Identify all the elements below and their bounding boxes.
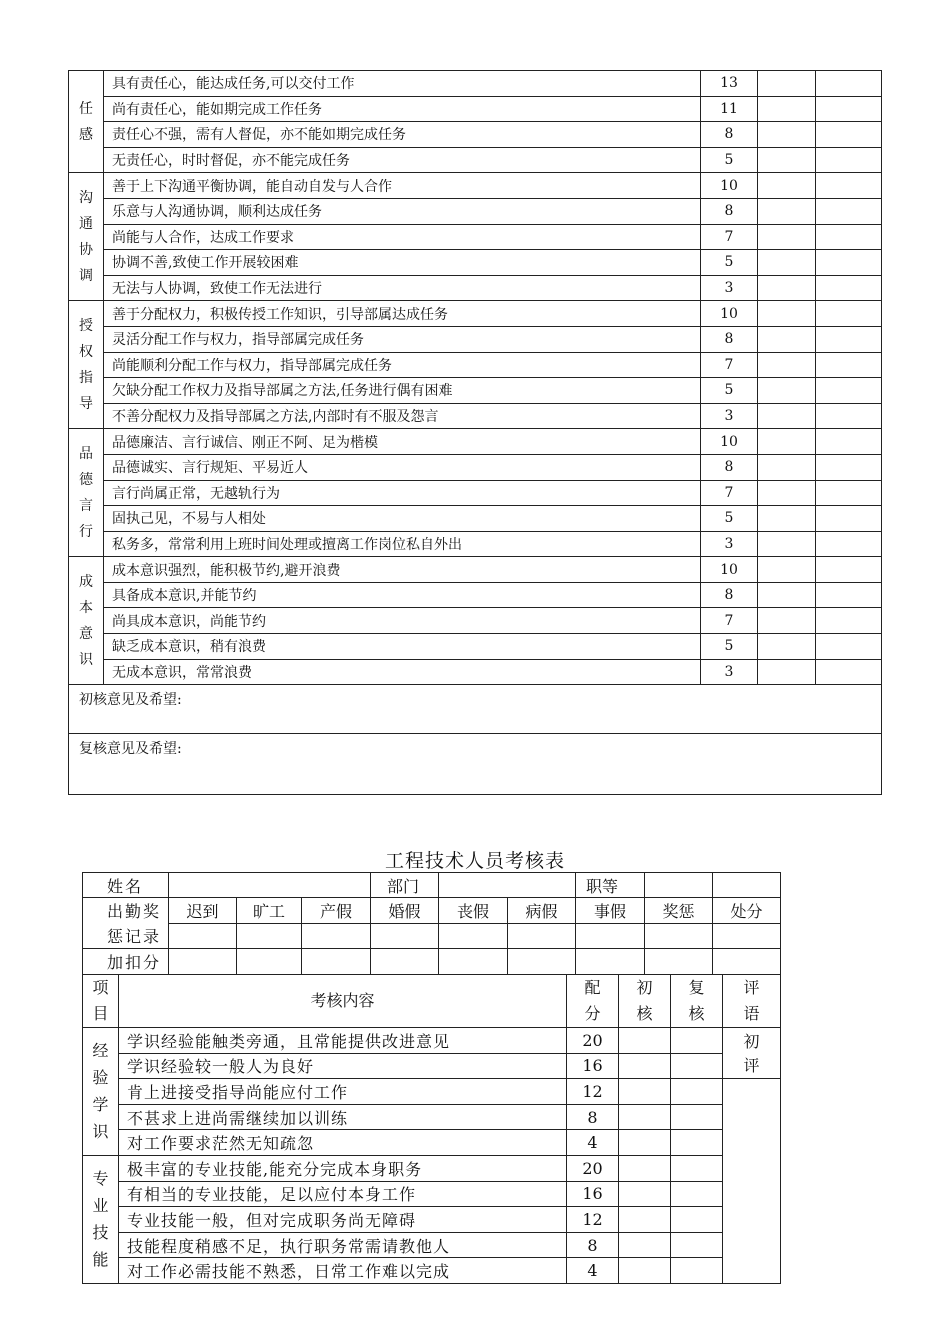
table-row xyxy=(69,557,882,583)
table-row xyxy=(69,531,882,557)
criterion-text: 责任心不强，需有人督促，亦不能如期完成任务 xyxy=(104,122,701,148)
score-value: 10 xyxy=(701,557,758,583)
second-review-cell[interactable] xyxy=(671,1130,723,1156)
second-review-cell[interactable] xyxy=(816,378,882,404)
criterion-text: 对工作必需技能不熟悉，日常工作难以完成 xyxy=(119,1258,567,1284)
header-score: 配 分 xyxy=(567,975,619,1028)
table-row xyxy=(83,1130,781,1156)
table-row xyxy=(69,608,882,634)
score-value: 20 xyxy=(567,1155,619,1181)
criterion-text: 不善分配权力及指导部属之方法,内部时有不服及怨言 xyxy=(104,403,701,429)
score-value: 7 xyxy=(701,224,758,250)
second-review-cell[interactable] xyxy=(816,301,882,327)
score-value: 11 xyxy=(701,96,758,122)
table-row xyxy=(69,403,882,429)
initial-review-cell[interactable] xyxy=(758,301,816,327)
criterion-text: 欠缺分配工作权力及指导部属之方法,任务进行偶有困难 xyxy=(104,378,701,404)
score-value: 10 xyxy=(701,173,758,199)
attendance-col-funeral: 丧假 xyxy=(439,898,508,923)
criterion-text: 无责任心，时时督促，亦不能完成任务 xyxy=(104,147,701,173)
table-row xyxy=(69,147,882,173)
initial-review-cell[interactable] xyxy=(619,1104,671,1130)
second-review-cell[interactable] xyxy=(816,122,882,148)
criterion-text: 尚能与人合作，达成工作要求 xyxy=(104,224,701,250)
category-cell: 沟 通 协 调 xyxy=(69,173,104,301)
form-title: 工程技术人员考核表 xyxy=(384,850,565,872)
second-review-cell[interactable] xyxy=(816,71,882,97)
second-review-cell[interactable] xyxy=(671,1104,723,1130)
comment-row-initial xyxy=(69,685,882,734)
score-value: 13 xyxy=(701,71,758,97)
score-value: 5 xyxy=(701,250,758,276)
header-item: 项 目 xyxy=(83,975,119,1028)
category-cell: 经 验 学 识 xyxy=(83,1028,119,1156)
table-row xyxy=(69,173,882,199)
deduction-cell[interactable] xyxy=(645,949,713,974)
deduction-label: 加扣分 xyxy=(83,949,169,974)
criterion-text: 无成本意识，常常浪费 xyxy=(104,659,701,685)
deduction-cell[interactable] xyxy=(169,949,237,974)
table-row xyxy=(83,1028,781,1054)
score-value: 8 xyxy=(701,198,758,224)
name-label: 姓名 xyxy=(83,873,169,898)
score-value: 4 xyxy=(567,1130,619,1156)
attendance-header-row xyxy=(83,898,781,923)
second-review-cell[interactable] xyxy=(816,608,882,634)
initial-review-cell[interactable] xyxy=(619,1258,671,1284)
header-initial: 初 核 xyxy=(619,975,671,1028)
second-review-cell[interactable] xyxy=(671,1079,723,1105)
second-review-cell[interactable] xyxy=(816,147,882,173)
initial-review-cell[interactable] xyxy=(758,480,816,506)
second-review-cell[interactable] xyxy=(816,173,882,199)
criterion-text: 不甚求上进尚需继续加以训练 xyxy=(119,1104,567,1130)
score-value: 3 xyxy=(701,531,758,557)
second-review-cell[interactable] xyxy=(816,198,882,224)
score-value: 8 xyxy=(567,1232,619,1258)
score-value: 12 xyxy=(567,1207,619,1233)
score-value: 4 xyxy=(567,1258,619,1284)
initial-review-cell[interactable] xyxy=(758,147,816,173)
attendance-label-1: 出勤奖 xyxy=(83,898,169,923)
second-review-cell[interactable] xyxy=(816,634,882,660)
second-review-cell[interactable] xyxy=(816,429,882,455)
initial-review-cell[interactable] xyxy=(619,1232,671,1258)
second-review-cell[interactable] xyxy=(816,403,882,429)
attendance-col-absent: 旷工 xyxy=(237,898,302,923)
criterion-text: 固执己见，不易与人相处 xyxy=(104,506,701,532)
table-row xyxy=(69,429,882,455)
deduction-cell[interactable] xyxy=(713,949,781,974)
attendance-cell[interactable] xyxy=(576,923,645,948)
score-value: 8 xyxy=(701,326,758,352)
criterion-text: 善于分配权力，积极传授工作知识，引导部属达成任务 xyxy=(104,301,701,327)
table-row xyxy=(69,96,882,122)
score-value: 8 xyxy=(701,122,758,148)
initial-review-cell[interactable] xyxy=(758,275,816,301)
table-row xyxy=(69,480,882,506)
attendance-record-row xyxy=(83,923,781,948)
initial-review-cell[interactable] xyxy=(758,352,816,378)
initial-review-cell[interactable] xyxy=(758,403,816,429)
second-review-cell[interactable] xyxy=(816,224,882,250)
initial-review-cell[interactable] xyxy=(619,1028,671,1054)
table-row xyxy=(83,1232,781,1258)
table-row xyxy=(69,506,882,532)
criterion-text: 有相当的专业技能，足以应付本身工作 xyxy=(119,1181,567,1207)
table-row xyxy=(83,1053,781,1079)
table-row xyxy=(69,326,882,352)
dept-field[interactable] xyxy=(439,873,576,898)
second-review-cell[interactable] xyxy=(816,582,882,608)
criterion-text: 乐意与人沟通协调，顺利达成任务 xyxy=(104,198,701,224)
initial-review-cell[interactable] xyxy=(758,634,816,660)
table-row xyxy=(69,582,882,608)
table-row xyxy=(83,1258,781,1284)
criterion-text: 具有责任心，能达成任务,可以交付工作 xyxy=(104,71,701,97)
criterion-text: 灵活分配工作与权力，指导部属完成任务 xyxy=(104,326,701,352)
category-cell: 专 业 技 能 xyxy=(83,1155,119,1283)
deduction-cell[interactable] xyxy=(439,949,508,974)
deduction-cell[interactable] xyxy=(237,949,302,974)
table-row xyxy=(69,352,882,378)
criterion-text: 协调不善,致使工作开展较困难 xyxy=(104,250,701,276)
initial-review-cell[interactable] xyxy=(758,531,816,557)
score-value: 7 xyxy=(701,608,758,634)
category-cell: 授 权 指 导 xyxy=(69,301,104,429)
table-row xyxy=(69,198,882,224)
attendance-cell[interactable] xyxy=(371,923,439,948)
criterion-text: 品德廉洁、言行诚信、刚正不阿、足为楷模 xyxy=(104,429,701,455)
second-review-cell[interactable] xyxy=(816,480,882,506)
grade-field-extra[interactable] xyxy=(713,873,781,898)
evaluation-table-top xyxy=(68,70,882,795)
score-value: 8 xyxy=(701,582,758,608)
score-value: 20 xyxy=(567,1028,619,1054)
criterion-text: 缺乏成本意识，稍有浪费 xyxy=(104,634,701,660)
header-content: 考核内容 xyxy=(119,975,567,1028)
initial-review-cell[interactable] xyxy=(619,1130,671,1156)
initial-review-cell[interactable] xyxy=(758,250,816,276)
second-review-cell[interactable] xyxy=(671,1181,723,1207)
score-value: 5 xyxy=(701,506,758,532)
criterion-text: 学识经验较一般人为良好 xyxy=(119,1053,567,1079)
header-row xyxy=(83,975,781,1028)
initial-review-cell[interactable] xyxy=(758,224,816,250)
table-row xyxy=(83,1079,781,1105)
second-review-cell[interactable] xyxy=(816,275,882,301)
review-comment-field[interactable] xyxy=(69,734,882,795)
table-row xyxy=(69,71,882,97)
deduction-row xyxy=(83,949,781,974)
initial-review-cell[interactable] xyxy=(758,557,816,583)
score-value: 5 xyxy=(701,634,758,660)
second-review-cell[interactable] xyxy=(816,96,882,122)
second-review-cell[interactable] xyxy=(671,1258,723,1284)
comment-row-review xyxy=(69,734,882,795)
criterion-text: 私务多，常常利用上班时间处理或擅离工作岗位私自外出 xyxy=(104,531,701,557)
review-comment-label: 复核意见及希望: xyxy=(79,741,182,758)
deduction-cell[interactable] xyxy=(371,949,439,974)
initial-review-cell[interactable] xyxy=(619,1079,671,1105)
name-field[interactable] xyxy=(169,873,371,898)
second-review-cell[interactable] xyxy=(816,659,882,685)
attendance-col-late: 迟到 xyxy=(169,898,237,923)
criterion-text: 学识经验能触类旁通，且常能提供改进意见 xyxy=(119,1028,567,1054)
attendance-col-reward: 奖惩 xyxy=(645,898,713,923)
criterion-text: 善于上下沟通平衡协调，能自动自发与人合作 xyxy=(104,173,701,199)
score-value: 7 xyxy=(701,352,758,378)
score-value: 8 xyxy=(701,454,758,480)
initial-review-cell[interactable] xyxy=(758,96,816,122)
attendance-cell[interactable] xyxy=(508,923,576,948)
criterion-text: 成本意识强烈，能积极节约,避开浪费 xyxy=(104,557,701,583)
second-review-cell[interactable] xyxy=(816,531,882,557)
score-value: 3 xyxy=(701,275,758,301)
evaluation-table-engineering xyxy=(82,974,781,1284)
grade-label: 职等 xyxy=(576,873,645,898)
attendance-col-penalty: 处分 xyxy=(713,898,781,923)
attendance-cell[interactable] xyxy=(713,923,781,948)
second-review-cell[interactable] xyxy=(671,1232,723,1258)
header-review: 复 核 xyxy=(671,975,723,1028)
score-value: 5 xyxy=(701,378,758,404)
header-remark: 评 语 xyxy=(723,975,781,1028)
second-review-cell[interactable] xyxy=(816,506,882,532)
initial-review-cell[interactable] xyxy=(758,378,816,404)
table-row xyxy=(69,275,882,301)
score-value: 3 xyxy=(701,403,758,429)
initial-review-cell[interactable] xyxy=(758,608,816,634)
deduction-cell[interactable] xyxy=(302,949,371,974)
table-row xyxy=(83,1181,781,1207)
employee-info-table xyxy=(82,872,781,975)
initial-review-cell[interactable] xyxy=(758,71,816,97)
attendance-col-marriage: 婚假 xyxy=(371,898,439,923)
initial-review-cell[interactable] xyxy=(619,1053,671,1079)
second-review-cell[interactable] xyxy=(671,1155,723,1181)
deduction-cell[interactable] xyxy=(576,949,645,974)
table-row xyxy=(69,634,882,660)
score-value: 10 xyxy=(701,429,758,455)
criterion-text: 尚具成本意识，尚能节约 xyxy=(104,608,701,634)
initial-review-cell[interactable] xyxy=(758,122,816,148)
second-review-cell[interactable] xyxy=(816,326,882,352)
initial-remark-label: 初 评 xyxy=(723,1028,781,1079)
initial-comment-field[interactable] xyxy=(69,685,882,734)
attendance-col-maternity: 产假 xyxy=(302,898,371,923)
table-row xyxy=(69,122,882,148)
criterion-text: 尚能顺利分配工作与权力，指导部属完成任务 xyxy=(104,352,701,378)
table-row xyxy=(69,224,882,250)
score-value: 8 xyxy=(567,1104,619,1130)
score-value: 16 xyxy=(567,1053,619,1079)
name-row xyxy=(83,873,781,898)
initial-review-cell[interactable] xyxy=(758,454,816,480)
dept-label: 部门 xyxy=(371,873,439,898)
table-row xyxy=(83,1207,781,1233)
attendance-cell[interactable] xyxy=(439,923,508,948)
attendance-cell[interactable] xyxy=(645,923,713,948)
attendance-col-sick: 病假 xyxy=(508,898,576,923)
deduction-cell[interactable] xyxy=(508,949,576,974)
score-value: 3 xyxy=(701,659,758,685)
criterion-text: 尚有责任心，能如期完成工作任务 xyxy=(104,96,701,122)
attendance-cell[interactable] xyxy=(169,923,237,948)
initial-review-cell[interactable] xyxy=(758,429,816,455)
criterion-text: 品德诚实、言行规矩、平易近人 xyxy=(104,454,701,480)
second-review-cell[interactable] xyxy=(816,454,882,480)
category-cell: 成 本 意 识 xyxy=(69,557,104,685)
grade-field[interactable] xyxy=(645,873,713,898)
initial-review-cell[interactable] xyxy=(758,582,816,608)
initial-review-cell[interactable] xyxy=(619,1155,671,1181)
table-row xyxy=(83,1155,781,1181)
criterion-text: 具备成本意识,并能节约 xyxy=(104,582,701,608)
table-row xyxy=(69,454,882,480)
attendance-cell[interactable] xyxy=(302,923,371,948)
criterion-text: 对工作要求茫然无知疏忽 xyxy=(119,1130,567,1156)
attendance-cell[interactable] xyxy=(237,923,302,948)
initial-review-cell[interactable] xyxy=(758,173,816,199)
criterion-text: 言行尚属正常，无越轨行为 xyxy=(104,480,701,506)
score-value: 5 xyxy=(701,147,758,173)
initial-review-cell[interactable] xyxy=(758,326,816,352)
attendance-col-personal: 事假 xyxy=(576,898,645,923)
score-value: 16 xyxy=(567,1181,619,1207)
criterion-text: 无法与人协调，致使工作无法进行 xyxy=(104,275,701,301)
initial-review-cell[interactable] xyxy=(758,506,816,532)
table-row xyxy=(69,250,882,276)
criterion-text: 肯上进接受指导尚能应付工作 xyxy=(119,1079,567,1105)
second-review-cell[interactable] xyxy=(671,1053,723,1079)
initial-review-cell[interactable] xyxy=(619,1181,671,1207)
initial-review-cell[interactable] xyxy=(758,198,816,224)
attendance-label-2: 惩记录 xyxy=(83,923,169,948)
second-review-cell[interactable] xyxy=(671,1028,723,1054)
score-value: 12 xyxy=(567,1079,619,1105)
table-row xyxy=(69,659,882,685)
second-review-cell[interactable] xyxy=(816,250,882,276)
second-review-cell[interactable] xyxy=(816,352,882,378)
initial-review-cell[interactable] xyxy=(619,1207,671,1233)
initial-comment-label: 初核意见及希望: xyxy=(79,692,182,709)
remark-field[interactable] xyxy=(723,1079,781,1284)
table-row xyxy=(69,378,882,404)
criterion-text: 专业技能一般，但对完成职务尚无障碍 xyxy=(119,1207,567,1233)
category-cell: 品 德 言 行 xyxy=(69,429,104,557)
table-row xyxy=(69,301,882,327)
second-review-cell[interactable] xyxy=(671,1207,723,1233)
criterion-text: 技能程度稍感不足，执行职务常需请教他人 xyxy=(119,1232,567,1258)
table-row xyxy=(83,1104,781,1130)
initial-review-cell[interactable] xyxy=(758,659,816,685)
score-value: 10 xyxy=(701,301,758,327)
category-cell: 任 感 xyxy=(69,71,104,173)
criterion-text: 极丰富的专业技能,能充分完成本身职务 xyxy=(119,1155,567,1181)
score-value: 7 xyxy=(701,480,758,506)
second-review-cell[interactable] xyxy=(816,557,882,583)
